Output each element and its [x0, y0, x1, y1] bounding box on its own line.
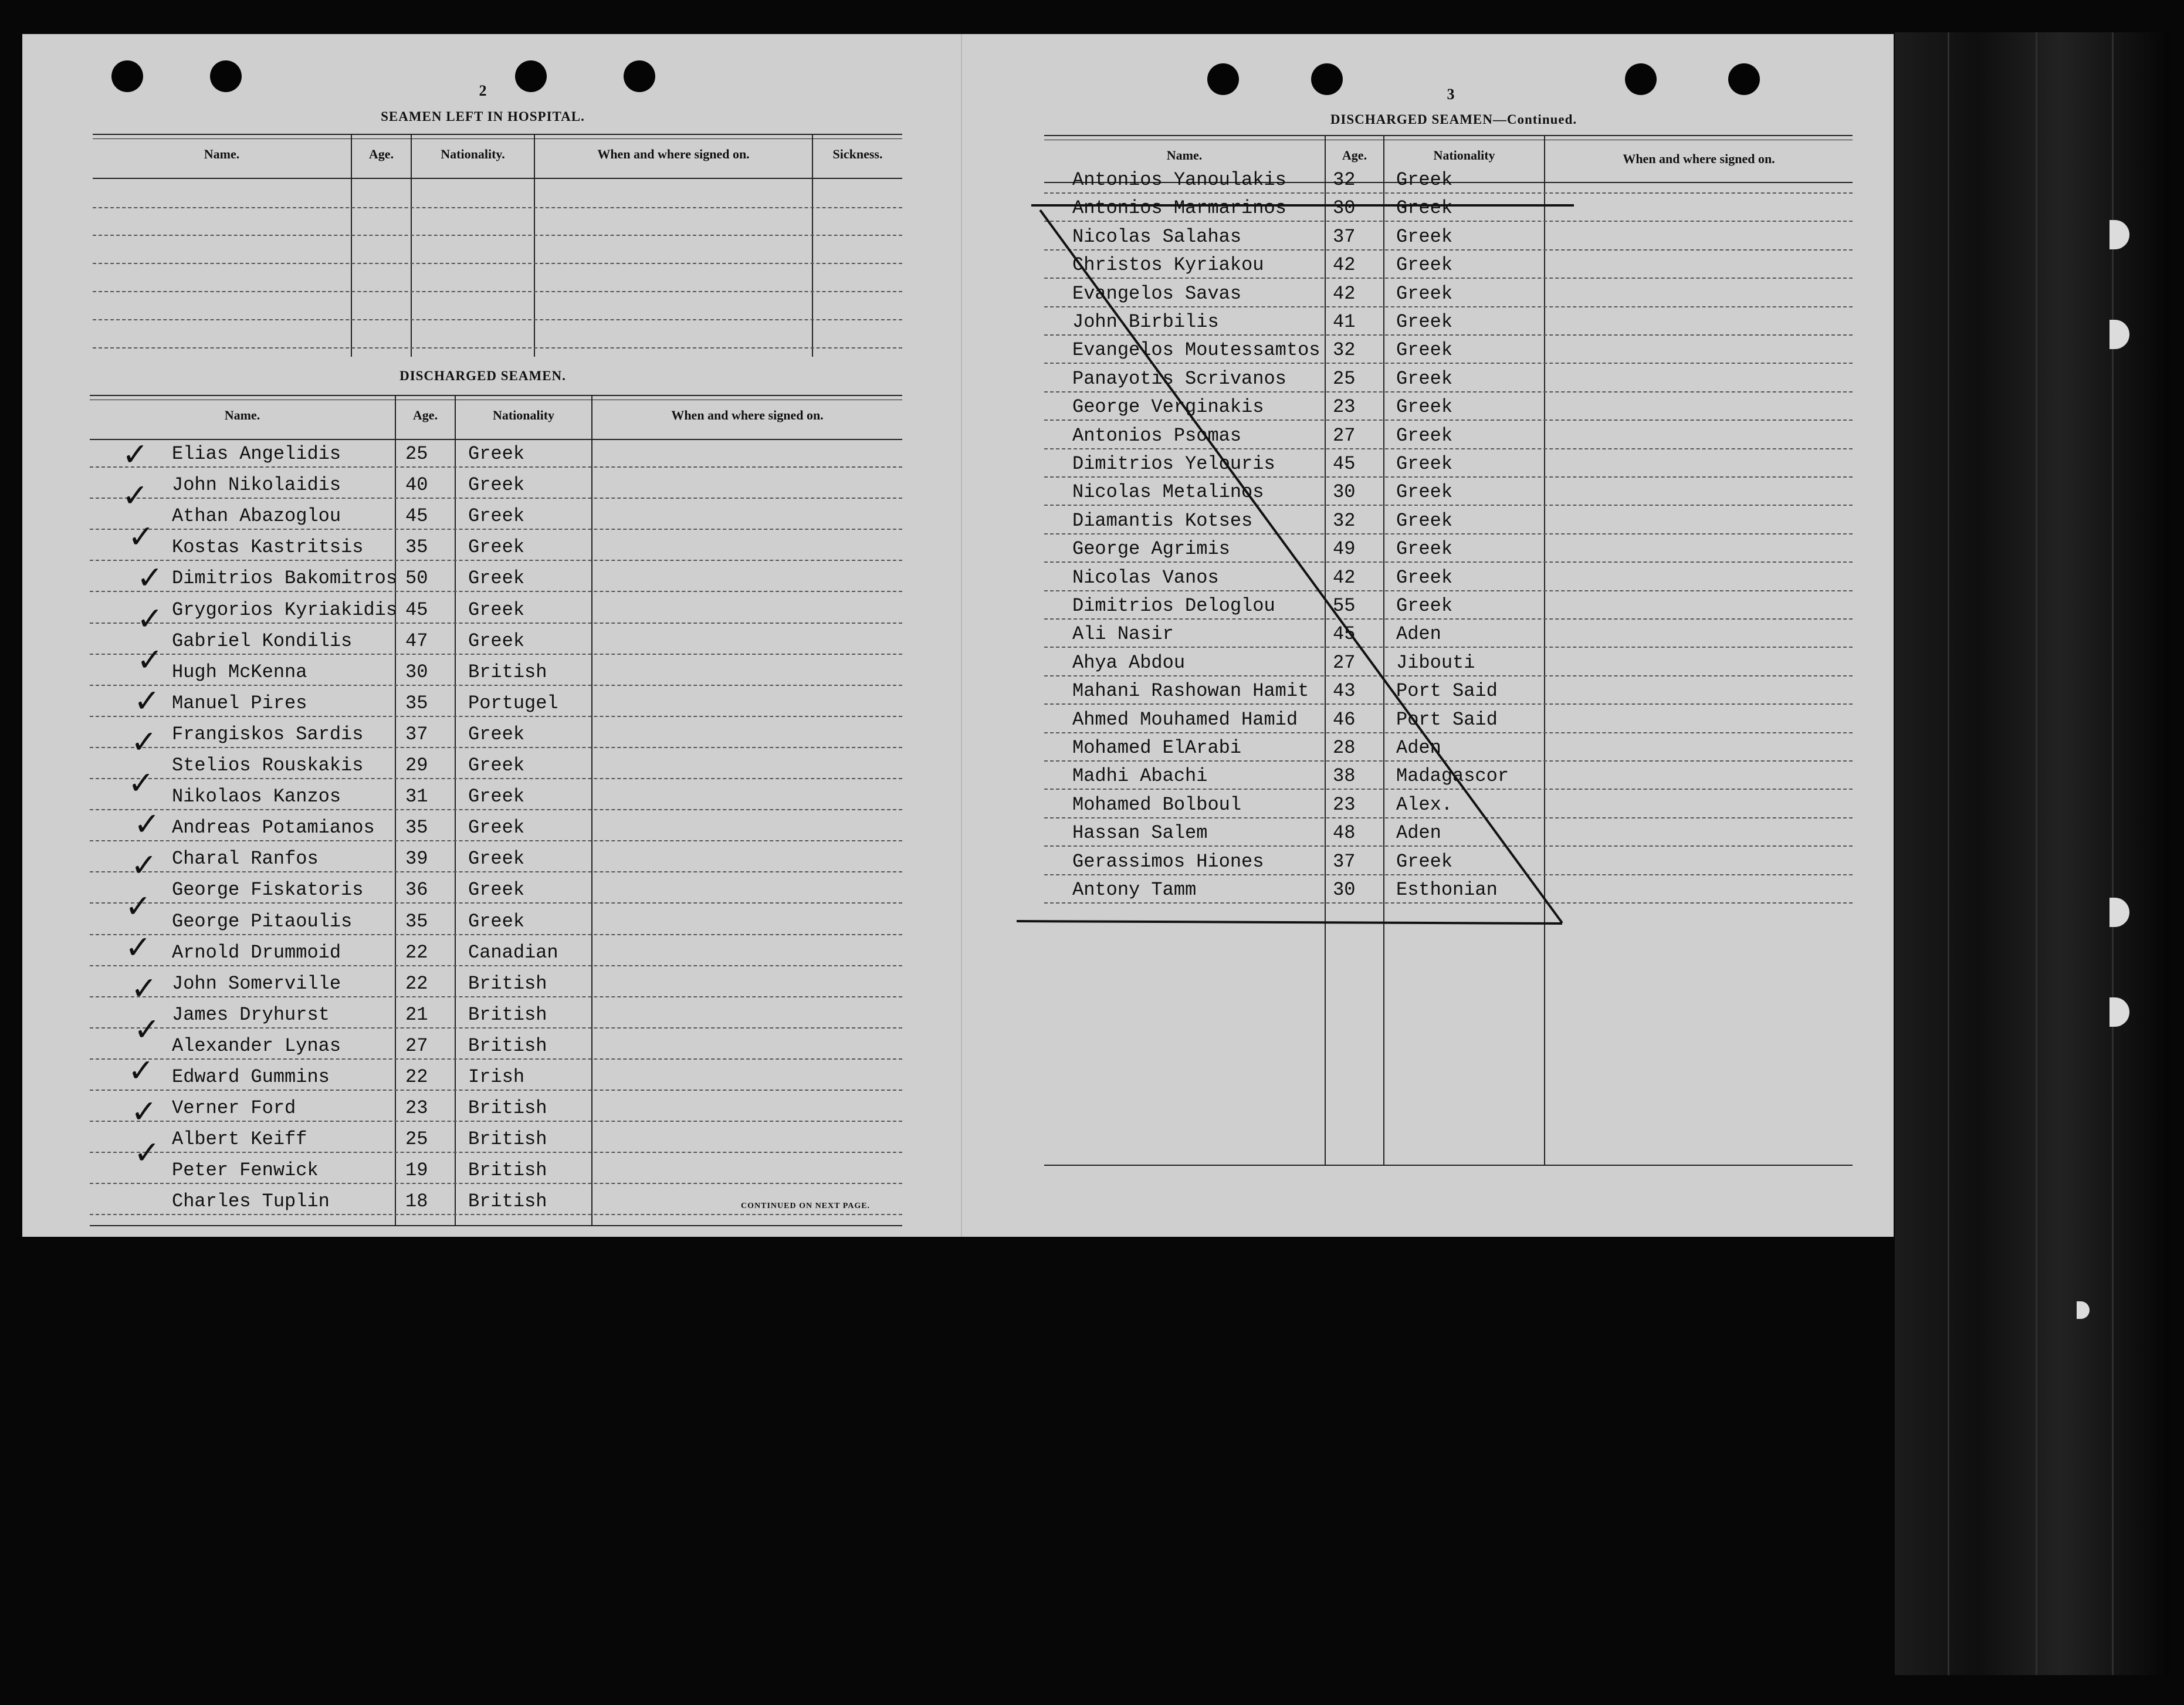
cell-name: Charles Tuplin	[172, 1190, 330, 1213]
cell-age: 42	[1333, 282, 1356, 305]
row-divider	[90, 1152, 902, 1153]
column-header: Name.	[224, 408, 260, 422]
cell-age: 25	[1333, 367, 1356, 390]
right-page	[961, 34, 1894, 1237]
cell-name: Antonios Marmarinos	[1072, 197, 1286, 219]
cell-name: Evangelos Moutessamtos	[1072, 339, 1320, 361]
cell-nationality: Greek	[1396, 595, 1453, 617]
row-divider	[90, 778, 902, 779]
column-header: Sickness.	[832, 147, 883, 161]
punch-hole	[210, 60, 242, 92]
row-divider	[90, 747, 902, 748]
cell-age: 30	[405, 661, 428, 683]
cell-name: Hassan Salem	[1072, 822, 1208, 844]
cell-age: 40	[405, 474, 428, 496]
cell-age: 45	[405, 505, 428, 527]
binder-edge-line	[2112, 32, 2114, 1675]
cell-nationality: Greek	[468, 443, 525, 465]
punch-hole	[515, 60, 547, 92]
check-mark: ✓	[137, 641, 164, 678]
cell-name: Nikolaos Kanzos	[172, 786, 341, 808]
cell-name: Grygorios Kyriakidis	[172, 598, 398, 621]
continued-note: CONTINUED ON NEXT PAGE.	[741, 1202, 871, 1210]
cell-name: Peter Fenwick	[172, 1159, 319, 1182]
cell-name: Ahmed Mouhamed Hamid	[1072, 708, 1298, 730]
cell-nationality: Aden	[1396, 822, 1441, 844]
cell-name: Diamantis Kotses	[1072, 509, 1253, 532]
discharged-table	[90, 395, 902, 1225]
cell-age: 18	[405, 1190, 428, 1213]
row-divider	[90, 529, 902, 530]
cell-name: Antonios Psomas	[1072, 424, 1242, 446]
cell-age: 35	[405, 536, 428, 559]
cell-age: 31	[405, 786, 428, 808]
cell-age: 39	[405, 848, 428, 870]
cell-age: 25	[405, 443, 428, 465]
cell-nationality: British	[468, 661, 547, 683]
cell-name: Manuel Pires	[172, 692, 307, 714]
check-mark: ✓	[125, 929, 152, 966]
row-divider	[90, 840, 902, 841]
cell-nationality: Port Said	[1396, 680, 1498, 702]
cell-name: Evangelos Savas	[1072, 282, 1242, 305]
cell-nationality: Greek	[468, 848, 525, 870]
cell-name: Christos Kyriakou	[1072, 254, 1264, 276]
row-divider	[90, 1214, 902, 1215]
cell-age: 49	[1333, 538, 1356, 560]
cell-name: Dimitrios Bakomitros	[172, 567, 398, 590]
cell-nationality: British	[468, 972, 547, 994]
cell-name: Albert Keiff	[172, 1128, 307, 1151]
cell-nationality: Greek	[468, 879, 525, 901]
cell-name: Kostas Kastritsis	[172, 536, 364, 559]
cell-name: Gerassimos Hiones	[1072, 850, 1264, 872]
row-divider	[90, 902, 902, 904]
cell-age: 42	[1333, 566, 1356, 588]
cell-name: John Birbilis	[1072, 311, 1219, 333]
cell-age: 47	[405, 630, 428, 652]
cell-age: 48	[1333, 822, 1356, 844]
check-mark: ✓	[134, 1134, 161, 1171]
cell-name: Mohamed Bolboul	[1072, 793, 1242, 816]
column-header: Nationality	[1433, 148, 1495, 163]
document-sheet	[22, 34, 1894, 1237]
cell-name: Mahani Rashowan Hamit	[1072, 680, 1309, 702]
cell-name: Panayotis Scrivanos	[1072, 367, 1286, 390]
row-divider	[90, 965, 902, 966]
cell-nationality: Greek	[1396, 566, 1453, 588]
cell-nationality: Greek	[1396, 509, 1453, 532]
cell-nationality: Greek	[468, 786, 525, 808]
left-page	[22, 34, 962, 1237]
cell-nationality: Greek	[1396, 339, 1453, 361]
binder-edge-line	[2036, 32, 2037, 1675]
cell-name: Antonios Yanoulakis	[1072, 169, 1286, 191]
column-header: Name.	[1166, 148, 1203, 163]
cell-nationality: Greek	[468, 474, 525, 496]
cell-age: 35	[405, 692, 428, 714]
check-mark: ✓	[125, 888, 152, 925]
cell-age: 19	[405, 1159, 428, 1182]
cell-age: 23	[405, 1097, 428, 1119]
cell-nationality: British	[468, 1128, 547, 1151]
cell-name: Dimitrios Deloglou	[1072, 595, 1275, 617]
cell-nationality: Port Said	[1396, 708, 1498, 730]
row-divider	[90, 809, 902, 810]
cell-age: 45	[405, 598, 428, 621]
cell-nationality: Aden	[1396, 623, 1441, 645]
cell-name: Elias Angelidis	[172, 443, 341, 465]
cell-nationality: Irish	[468, 1066, 525, 1088]
binder-edge-line	[1948, 32, 1949, 1675]
row-divider	[90, 716, 902, 717]
row-divider	[90, 934, 902, 935]
check-mark: ✓	[134, 1011, 161, 1048]
cell-age: 23	[1333, 793, 1356, 816]
cell-age: 37	[1333, 225, 1356, 248]
cell-nationality: Greek	[468, 505, 525, 527]
cell-age: 25	[405, 1128, 428, 1151]
row-divider	[90, 591, 902, 592]
cell-nationality: Greek	[1396, 367, 1453, 390]
cell-nationality: Greek	[468, 755, 525, 776]
cell-name: Alexander Lynas	[172, 1034, 341, 1057]
cell-age: 22	[405, 941, 428, 963]
check-mark: ✓	[131, 847, 158, 884]
cell-age: 32	[1333, 169, 1356, 191]
cell-name: Stelios Rouskakis	[172, 755, 364, 776]
cell-age: 46	[1333, 708, 1356, 730]
cell-age: 35	[405, 817, 428, 839]
cell-age: 42	[1333, 254, 1356, 276]
column-header: Age.	[368, 147, 394, 161]
cell-nationality: Greek	[1396, 538, 1453, 560]
row-divider	[90, 560, 902, 561]
hospital-table	[93, 134, 902, 357]
cell-name: Mohamed ElArabi	[1072, 737, 1242, 759]
cell-nationality: Greek	[1396, 169, 1453, 191]
cell-nationality: Greek	[1396, 396, 1453, 418]
cell-name: George Verginakis	[1072, 396, 1264, 418]
cell-age: 23	[1333, 396, 1356, 418]
cell-name: Nicolas Salahas	[1072, 225, 1242, 248]
cell-nationality: Greek	[468, 567, 525, 590]
cell-name: Ahya Abdou	[1072, 651, 1186, 674]
cell-name: Verner Ford	[172, 1097, 296, 1119]
check-mark: ✓	[131, 970, 158, 1007]
check-mark: ✓	[131, 723, 158, 760]
cell-nationality: Greek	[1396, 282, 1453, 305]
cell-nationality: Greek	[1396, 254, 1453, 276]
cell-name: John Nikolaidis	[172, 474, 341, 496]
cell-nationality: British	[468, 1159, 547, 1182]
check-mark: ✓	[131, 1093, 158, 1130]
cell-nationality: Greek	[468, 598, 525, 621]
row-divider	[90, 871, 902, 872]
row-divider	[90, 1058, 902, 1060]
check-mark: ✓	[137, 559, 164, 596]
binder-spine	[1895, 32, 2171, 1675]
check-mark: ✓	[134, 806, 161, 843]
cell-name: Gabriel Kondilis	[172, 630, 353, 652]
cell-age: 50	[405, 567, 428, 590]
column-header: Nationality	[492, 408, 555, 422]
cell-name: George Agrimis	[1072, 538, 1230, 560]
discharged-continued-title: DISCHARGED SEAMEN—Continued.	[1330, 112, 1577, 127]
row-divider	[90, 685, 902, 686]
cell-age: 32	[1333, 339, 1356, 361]
cell-nationality: British	[468, 1034, 547, 1057]
cell-nationality: Greek	[1396, 850, 1453, 872]
row-divider	[90, 1090, 902, 1091]
cell-name: John Somerville	[172, 972, 341, 994]
column-header: When and where signed on.	[671, 408, 824, 422]
check-mark: ✓	[128, 764, 155, 801]
cross-out-mark	[961, 34, 1894, 1237]
cell-age: 27	[405, 1034, 428, 1057]
page-number: 3	[1447, 86, 1455, 103]
cell-age: 43	[1333, 680, 1356, 702]
punch-hole	[111, 60, 143, 92]
cell-nationality: Greek	[1396, 197, 1453, 219]
cell-name: Athan Abazoglou	[172, 505, 341, 527]
check-mark: ✓	[122, 436, 149, 473]
cell-nationality: Greek	[1396, 311, 1453, 333]
cell-nationality: Canadian	[468, 941, 558, 963]
column-header: Age.	[412, 408, 438, 422]
cell-nationality: British	[468, 1097, 547, 1119]
cell-name: Nicolas Vanos	[1072, 566, 1219, 588]
hospital-section-title: SEAMEN LEFT IN HOSPITAL.	[381, 109, 585, 124]
cell-nationality: British	[468, 1003, 547, 1026]
cell-age: 28	[1333, 737, 1356, 759]
cell-nationality: Greek	[468, 910, 525, 932]
cell-nationality: Greek	[1396, 481, 1453, 503]
cell-nationality: Jibouti	[1396, 651, 1475, 674]
cell-age: 45	[1333, 623, 1356, 645]
punch-hole	[624, 60, 655, 92]
check-mark: ✓	[134, 682, 161, 719]
cell-name: George Fiskatoris	[172, 879, 364, 901]
cell-age: 35	[405, 910, 428, 932]
cell-age: 36	[405, 879, 428, 901]
cell-nationality: British	[468, 1190, 547, 1213]
check-mark: ✓	[137, 600, 164, 637]
cell-nationality: Esthonian	[1396, 879, 1498, 901]
cell-age: 30	[1333, 197, 1356, 219]
row-divider	[90, 1121, 902, 1122]
cell-name: Nicolas Metalinos	[1072, 481, 1264, 503]
cell-name: Frangiskos Sardis	[172, 723, 364, 745]
check-mark: ✓	[128, 518, 155, 555]
cell-age: 30	[1333, 879, 1356, 901]
column-header: Name.	[204, 147, 240, 161]
cell-nationality: Greek	[1396, 453, 1453, 475]
check-mark: ✓	[122, 477, 149, 514]
row-divider	[90, 1183, 902, 1184]
cell-age: 37	[405, 723, 428, 745]
row-divider	[90, 1027, 902, 1029]
cell-age: 21	[405, 1003, 428, 1026]
cell-name: Ali Nasir	[1072, 623, 1174, 645]
cell-name: Arnold Drummoid	[172, 941, 341, 963]
discharged-section-title: DISCHARGED SEAMEN.	[399, 368, 566, 383]
cell-name: Andreas Potamianos	[172, 817, 375, 839]
cell-name: Madhi Abachi	[1072, 765, 1208, 787]
cell-age: 45	[1333, 453, 1356, 475]
column-header: When and where signed on.	[1623, 151, 1775, 166]
column-header: When and where signed on.	[597, 147, 750, 161]
cell-nationality: Greek	[468, 817, 525, 839]
cell-nationality: Greek	[468, 536, 525, 559]
cell-age: 22	[405, 972, 428, 994]
row-divider	[90, 623, 902, 624]
cell-age: 41	[1333, 311, 1356, 333]
cell-age: 37	[1333, 850, 1356, 872]
row-divider	[90, 996, 902, 997]
cell-age: 27	[1333, 424, 1356, 446]
cell-age: 55	[1333, 595, 1356, 617]
row-divider	[90, 498, 902, 499]
cell-name: George Pitaoulis	[172, 910, 353, 932]
column-header: Age.	[1342, 148, 1367, 163]
cell-nationality: Madagascor	[1396, 765, 1509, 787]
cell-nationality: Portugel	[468, 692, 558, 714]
cell-nationality: Greek	[468, 723, 525, 745]
row-divider	[90, 654, 902, 655]
cell-nationality: Alex.	[1396, 793, 1453, 816]
cell-name: Hugh McKenna	[172, 661, 307, 683]
column-header: Nationality.	[441, 147, 505, 161]
cell-age: 22	[405, 1066, 428, 1088]
page-number: 2	[479, 82, 487, 99]
cell-age: 27	[1333, 651, 1356, 674]
cell-name: Charal Ranfos	[172, 848, 319, 870]
cell-age: 30	[1333, 481, 1356, 503]
cell-name: Antony Tamm	[1072, 879, 1197, 901]
cell-nationality: Greek	[1396, 424, 1453, 446]
cell-age: 32	[1333, 509, 1356, 532]
row-divider	[90, 466, 902, 468]
cell-nationality: Aden	[1396, 737, 1441, 759]
cell-age: 29	[405, 755, 428, 776]
check-mark: ✓	[128, 1052, 155, 1089]
cell-nationality: Greek	[468, 630, 525, 652]
cell-name: James Dryhurst	[172, 1003, 330, 1026]
cell-name: Dimitrios Yelouris	[1072, 453, 1275, 475]
cell-age: 38	[1333, 765, 1356, 787]
cell-nationality: Greek	[1396, 225, 1453, 248]
cell-name: Edward Gummins	[172, 1066, 330, 1088]
